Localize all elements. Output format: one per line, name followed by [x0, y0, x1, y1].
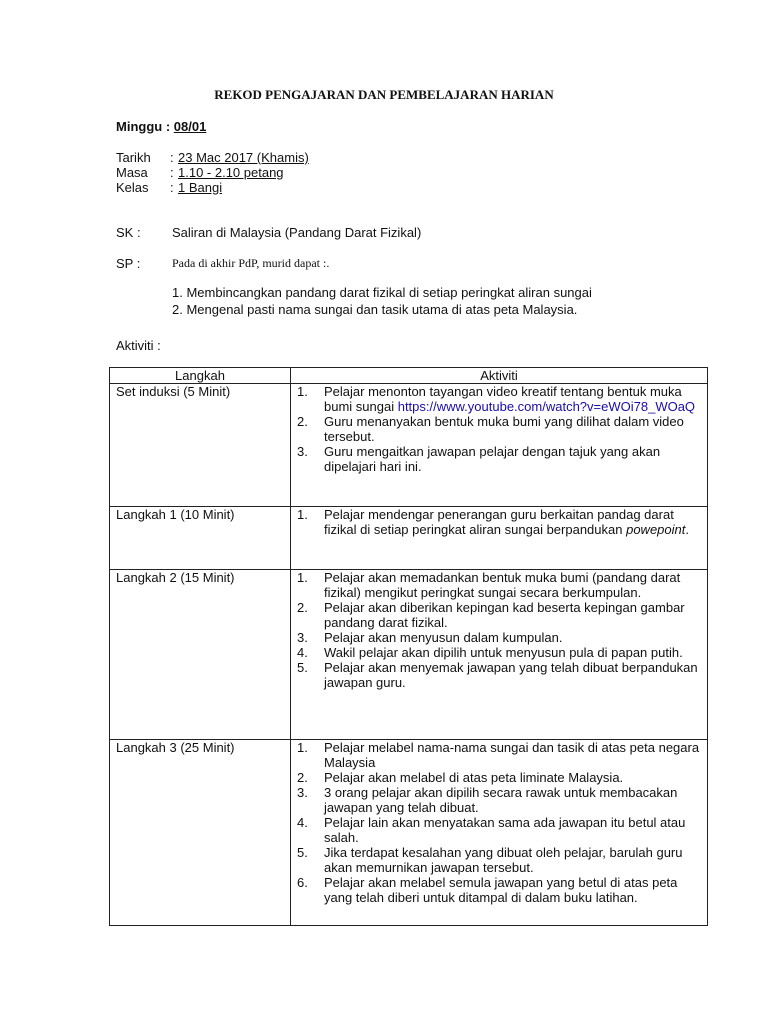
list-item — [291, 645, 703, 660]
item-number: 4. — [297, 645, 308, 660]
activity-table — [109, 367, 708, 926]
week-value: 08/01 — [173, 119, 207, 134]
table-row — [110, 507, 708, 570]
sk-label: SK : — [116, 225, 141, 240]
week-label: Minggu : — [116, 119, 174, 134]
header-aktiviti: Aktiviti — [291, 368, 708, 384]
list-item — [291, 875, 703, 905]
item-text: Pelajar lain akan menyatakan sama ada jawapan itu betul atau salah. — [324, 815, 686, 845]
class-label: Kelas — [116, 180, 149, 195]
list-item — [291, 414, 703, 444]
activity-list — [291, 507, 703, 537]
item-number: 4. — [297, 815, 308, 830]
list-item — [291, 570, 703, 600]
item-number: 1. — [297, 507, 308, 522]
item-text: Guru mengaitkan jawapan pelajar dengan tajuk yang akan dipelajari hari ini. — [324, 444, 661, 474]
item-number: 5. — [297, 660, 308, 675]
table-row — [110, 384, 708, 507]
list-item — [291, 384, 703, 414]
sp-text: Pada di akhir PdP, murid dapat :. — [172, 256, 330, 270]
list-item — [291, 600, 703, 630]
activity-list — [291, 570, 703, 690]
activity-cell — [291, 507, 708, 570]
item-text: Pelajar akan melabel semula jawapan yang betul di atas peta yang telah diberi untuk ditampal di dalam buku latihan. — [324, 875, 678, 905]
video-link[interactable]: https://www.youtube.com/watch?v=eWOi78_WOaQ — [397, 399, 696, 414]
item-text: Pelajar akan melabel di atas peta liminate Malaysia. — [324, 770, 624, 785]
list-item — [291, 660, 703, 690]
item-text: Guru menanyakan bentuk muka bumi yang dilihat dalam video tersebut. — [324, 414, 684, 444]
step-cell: Langkah 3 (25 Minit) — [110, 740, 291, 926]
step-cell: Langkah 2 (15 Minit) — [110, 570, 291, 740]
item-number: 3. — [297, 785, 308, 800]
sk-text: Saliran di Malaysia (Pandang Darat Fizikal) — [172, 225, 422, 240]
list-item — [291, 815, 703, 845]
activity-cell — [291, 740, 708, 926]
list-item — [291, 770, 703, 785]
item-italic: powepoint — [626, 522, 686, 537]
activity-list — [291, 740, 703, 905]
list-item — [291, 845, 703, 875]
class-value: 1 Bangi — [178, 180, 223, 195]
item-text: Pelajar melabel nama-nama sungai dan tasik di atas peta negara Malaysia — [324, 740, 700, 770]
objective-2: 2. Mengenal pasti nama sungai dan tasik utama di atas peta Malaysia. — [172, 302, 578, 317]
step-cell: Langkah 1 (10 Minit) — [110, 507, 291, 570]
item-number: 2. — [297, 770, 308, 785]
item-text: Pelajar akan diberikan kepingan kad beserta kepingan gambar pandang darat fizikal. — [324, 600, 685, 630]
table-row — [110, 740, 708, 926]
time-value: 1.10 - 2.10 petang — [178, 165, 284, 180]
list-item — [291, 444, 703, 474]
item-number: 1. — [297, 570, 308, 585]
class-sep: : — [170, 180, 174, 195]
item-number: 5. — [297, 845, 308, 860]
item-text: Pelajar akan menyemak jawapan yang telah dibuat berpandukan jawapan guru. — [324, 660, 698, 690]
date-label: Tarikh — [116, 150, 151, 165]
list-item — [291, 740, 703, 770]
document-title: REKOD PENGAJARAN DAN PEMBELAJARAN HARIAN — [214, 87, 554, 102]
list-item — [291, 507, 703, 537]
item-after: . — [685, 522, 689, 537]
sp-label: SP : — [116, 256, 141, 271]
date-sep: : — [170, 150, 174, 165]
time-label: Masa — [116, 165, 148, 180]
time-sep: : — [170, 165, 174, 180]
item-text: Pelajar akan menyusun dalam kumpulan. — [324, 630, 563, 645]
activities-label: Aktiviti : — [116, 338, 161, 353]
item-text: Wakil pelajar akan dipilih untuk menyusun pula di papan putih. — [324, 645, 683, 660]
header-langkah: Langkah — [110, 368, 291, 384]
item-text: Pelajar mendengar penerangan guru berkaitan pandag darat fizikal di setiap peringkat aliran sungai berpandukan — [324, 507, 674, 537]
table-row — [110, 570, 708, 740]
list-item — [291, 785, 703, 815]
date-value: 23 Mac 2017 (Khamis) — [178, 150, 309, 165]
list-item — [291, 630, 703, 645]
item-number: 3. — [297, 630, 308, 645]
activity-cell — [291, 384, 708, 507]
item-number: 6. — [297, 875, 308, 890]
objective-1: 1. Membincangkan pandang darat fizikal di setiap peringkat aliran sungai — [172, 285, 592, 300]
item-text: 3 orang pelajar akan dipilih secara rawak untuk membacakan jawapan yang telah dibuat. — [324, 785, 678, 815]
item-number: 1. — [297, 740, 308, 755]
item-number: 3. — [297, 444, 308, 459]
step-cell: Set induksi (5 Minit) — [110, 384, 291, 507]
activity-cell — [291, 570, 708, 740]
week-line — [116, 119, 206, 134]
item-number: 1. — [297, 384, 308, 399]
activity-list — [291, 384, 703, 474]
item-text: Pelajar menonton tayangan video kreatif tentang bentuk muka bumi sungai — [324, 384, 682, 414]
table-header-row — [110, 368, 708, 384]
item-text: Pelajar akan memadankan bentuk muka bumi (pandang darat fizikal) mengikut peringkat sungai secara berkumpulan. — [324, 570, 681, 600]
item-number: 2. — [297, 414, 308, 429]
item-text: Jika terdapat kesalahan yang dibuat oleh pelajar, barulah guru akan memurnikan jawapan tersebut. — [324, 845, 683, 875]
item-number: 2. — [297, 600, 308, 615]
